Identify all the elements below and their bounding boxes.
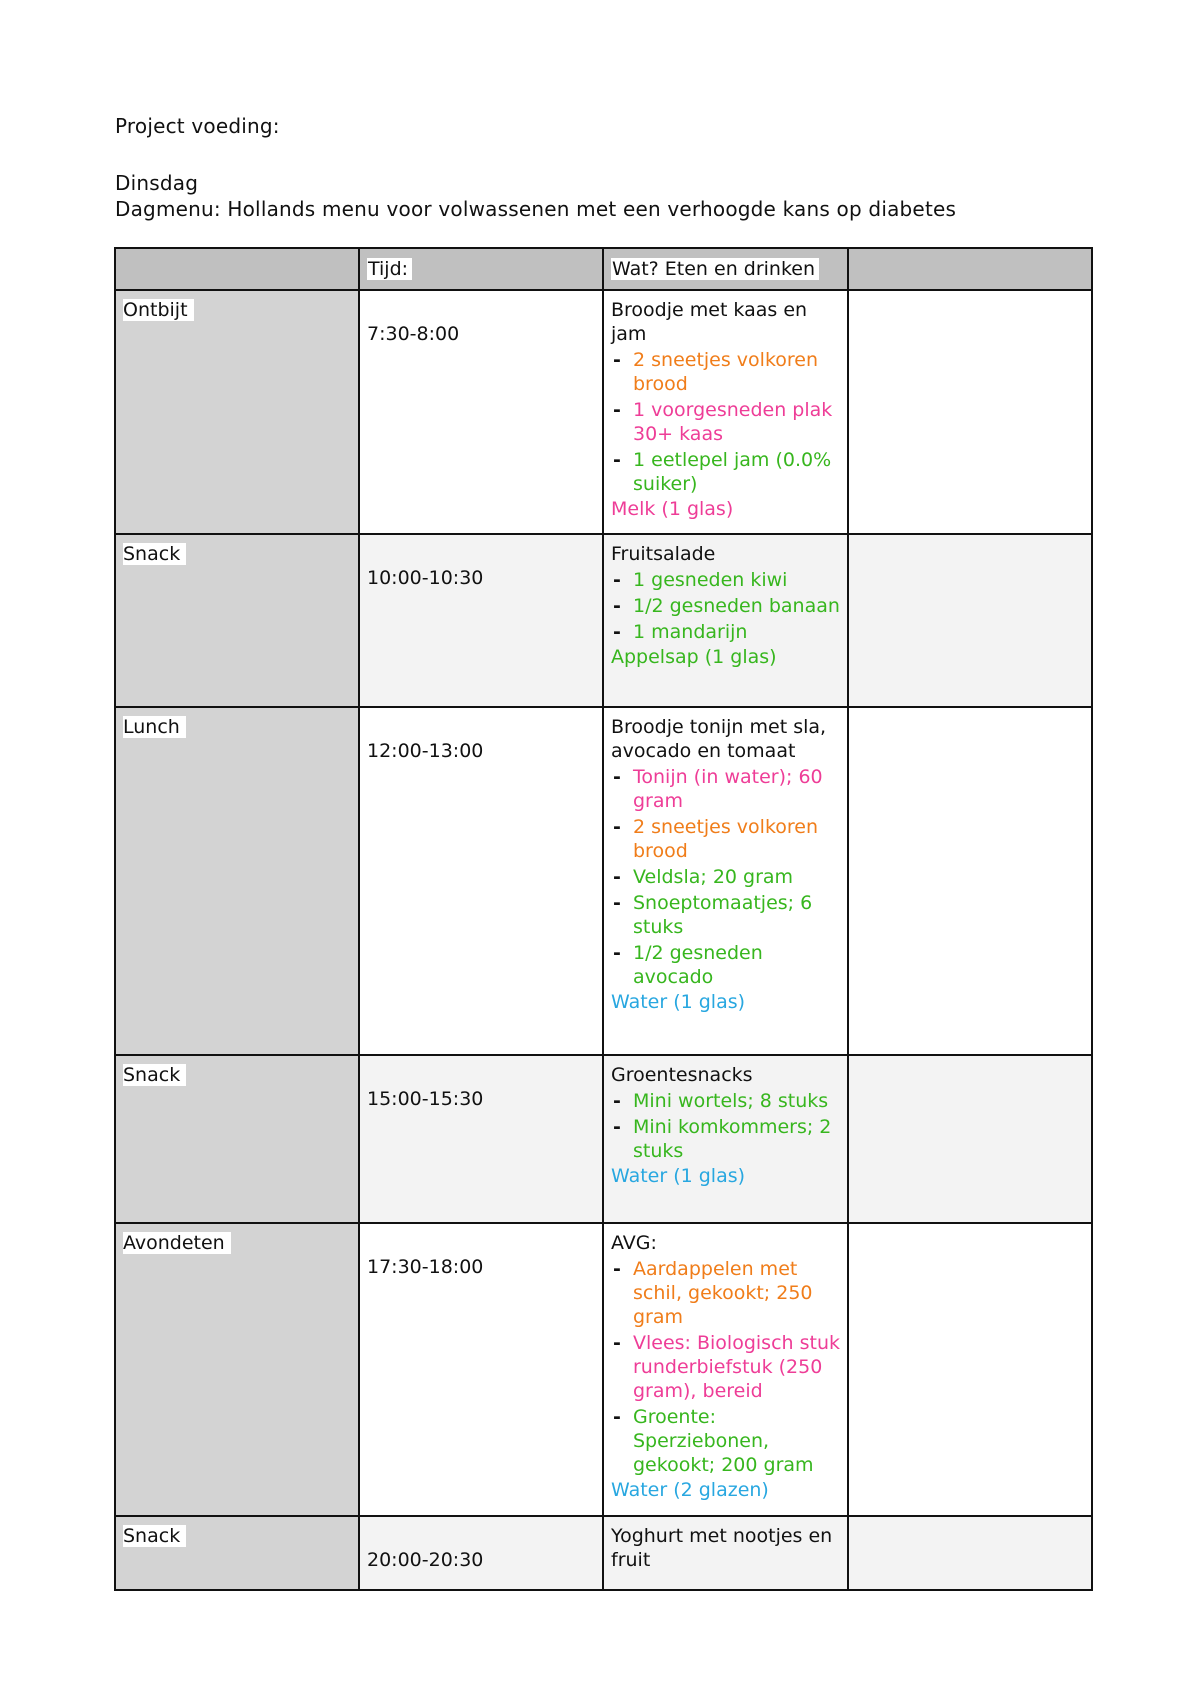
document-title: Project voeding: (115, 114, 280, 138)
dish-name: Yoghurt met nootjes en fruit (611, 1525, 833, 1571)
food-cell (603, 1223, 848, 1516)
list-item: - Snoeptomaatjes; 6 stuks (611, 891, 841, 939)
drink: Appelsap (1 glas) (611, 646, 777, 668)
drink: Water (1 glas) (611, 1165, 746, 1187)
header-time: Tijd: (359, 248, 603, 290)
dish-name: Groentesnacks (611, 1064, 753, 1086)
dish-name: AVG: (611, 1232, 657, 1254)
ingredient-list (611, 1089, 841, 1163)
meal-cell (115, 1055, 359, 1223)
table-header-row (115, 248, 1092, 290)
ingredient-list (611, 348, 841, 496)
meal-schedule-table (114, 247, 1093, 1591)
table-row (115, 1516, 1092, 1590)
meal-label: Lunch (123, 716, 186, 738)
extra-cell (848, 290, 1092, 534)
dish-name: Broodje met kaas en jam (611, 299, 808, 345)
list-item: - Tonijn (in water); 60 gram (611, 765, 841, 813)
list-item: - 1/2 gesneden banaan (611, 594, 841, 618)
list-item: - 1 voorgesneden plak 30+ kaas (611, 398, 841, 446)
meal-label: Snack (123, 1525, 186, 1547)
list-item: - Aardappelen met schil, gekookt; 250 gram (611, 1257, 841, 1329)
ingredient-list (611, 568, 841, 644)
table-row (115, 1223, 1092, 1516)
list-item: - 1 eetlepel jam (0.0% suiker) (611, 448, 841, 496)
time-cell: 15:00-15:30 (359, 1055, 603, 1223)
time-cell: 12:00-13:00 (359, 707, 603, 1055)
meal-label: Ontbijt (123, 299, 194, 321)
ingredient-list (611, 1257, 841, 1477)
food-cell (603, 1516, 848, 1590)
meal-cell (115, 707, 359, 1055)
extra-cell (848, 707, 1092, 1055)
list-item: - Groente: Sperziebonen, gekookt; 200 gram (611, 1405, 841, 1477)
meal-cell (115, 1516, 359, 1590)
time-cell: 7:30-8:00 (359, 290, 603, 534)
list-item: - 2 sneetjes volkoren brood (611, 815, 841, 863)
list-item: - Mini komkommers; 2 stuks (611, 1115, 841, 1163)
day-menu-subtitle: Dagmenu: Hollands menu voor volwassenen met een verhoogde kans op diabetes (115, 197, 957, 221)
list-item: - Vlees: Biologisch stuk runderbiefstuk (250 gram), bereid (611, 1331, 841, 1403)
food-cell (603, 1055, 848, 1223)
header-meal (115, 248, 359, 290)
list-item: - Mini wortels; 8 stuks (611, 1089, 841, 1113)
food-cell (603, 290, 848, 534)
dish-name: Broodje tonijn met sla, avocado en tomaat (611, 716, 827, 762)
meal-cell (115, 534, 359, 707)
meal-label: Snack (123, 1064, 186, 1086)
drink: Water (2 glazen) (611, 1479, 769, 1501)
dish-name: Fruitsalade (611, 543, 716, 565)
list-item: - 2 sneetjes volkoren brood (611, 348, 841, 396)
list-item: - 1 gesneden kiwi (611, 568, 841, 592)
extra-cell (848, 1516, 1092, 1590)
time-cell: 20:00-20:30 (359, 1516, 603, 1590)
extra-cell (848, 1055, 1092, 1223)
food-cell (603, 534, 848, 707)
day-heading: Dinsdag (115, 171, 199, 195)
meal-cell (115, 1223, 359, 1516)
list-item: - Veldsla; 20 gram (611, 865, 841, 889)
list-item: - 1/2 gesneden avocado (611, 941, 841, 989)
time-cell: 17:30-18:00 (359, 1223, 603, 1516)
meal-label: Avondeten (123, 1232, 231, 1254)
drink: Water (1 glas) (611, 991, 746, 1013)
meal-cell (115, 290, 359, 534)
ingredient-list (611, 765, 841, 989)
extra-cell (848, 534, 1092, 707)
header-extra (848, 248, 1092, 290)
table-row (115, 534, 1092, 707)
table-row (115, 707, 1092, 1055)
table-row (115, 1055, 1092, 1223)
header-food: Wat? Eten en drinken (603, 248, 848, 290)
meal-label: Snack (123, 543, 186, 565)
table-row (115, 290, 1092, 534)
time-cell: 10:00-10:30 (359, 534, 603, 707)
extra-cell (848, 1223, 1092, 1516)
food-cell (603, 707, 848, 1055)
list-item: - 1 mandarijn (611, 620, 841, 644)
drink: Melk (1 glas) (611, 498, 734, 520)
